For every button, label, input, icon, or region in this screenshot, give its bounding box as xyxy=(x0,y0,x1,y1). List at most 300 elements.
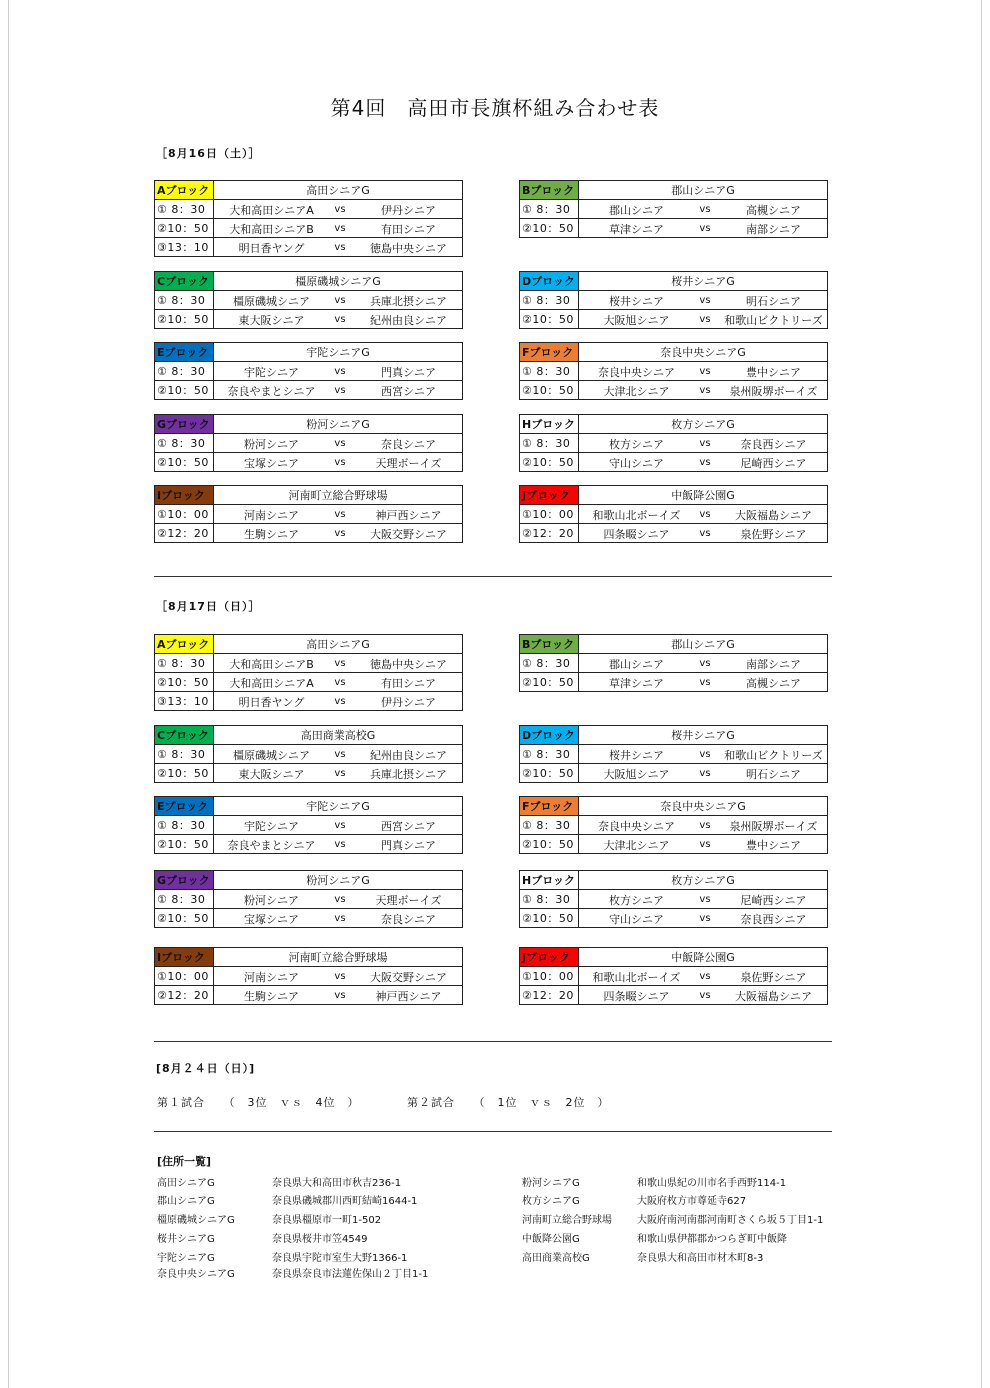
team-home: 宇陀シニア xyxy=(244,366,299,379)
block-venue: 高田シニアG xyxy=(214,181,463,200)
team-away: 泉佐野シニア xyxy=(740,528,807,541)
block-table xyxy=(519,870,828,928)
game-row xyxy=(155,673,463,692)
venue-address: 奈良県橿原市一町1-502 xyxy=(272,1215,382,1226)
game-row xyxy=(155,291,463,310)
venue-name: 奈良中央シニアG xyxy=(157,1269,235,1280)
block-table xyxy=(154,947,463,1005)
block-header xyxy=(520,415,828,434)
game-row xyxy=(155,310,463,329)
block-venue: 枚方シニアG xyxy=(579,871,828,890)
game-time: ②10：50 xyxy=(520,909,579,928)
game-row xyxy=(155,434,463,453)
block-venue: 河南町立総合野球場 xyxy=(214,486,463,505)
team-home: 和歌山北ボーイズ xyxy=(592,971,681,984)
venue-address: 奈良県奈良市法蓮佐保山２丁目1-1 xyxy=(272,1269,429,1280)
vs-label: vs xyxy=(699,204,711,215)
vs-label: vs xyxy=(334,457,346,468)
game-row xyxy=(155,967,463,986)
game-row xyxy=(520,200,828,219)
game-row xyxy=(520,890,828,909)
game-time: ②10：50 xyxy=(155,764,214,783)
block-header xyxy=(155,726,463,745)
team-home: 大津北シニア xyxy=(603,839,670,852)
game-row xyxy=(520,654,828,673)
block-header xyxy=(155,948,463,967)
game-time: ① 8：30 xyxy=(520,200,579,219)
venue-name: 桜井シニアG xyxy=(157,1234,215,1245)
game-matchup xyxy=(214,362,463,381)
team-home: 四条畷シニア xyxy=(603,528,670,541)
game-matchup xyxy=(214,986,463,1005)
block-venue: 桜井シニアG xyxy=(579,272,828,291)
block-label: Cブロック xyxy=(155,726,214,745)
game-row xyxy=(520,909,828,928)
team-away: 神戸西シニア xyxy=(375,509,442,522)
team-home: 大和高田シニアB xyxy=(229,223,314,236)
game-matchup xyxy=(214,967,463,986)
vs-label: vs xyxy=(334,366,346,377)
game-row xyxy=(155,764,463,783)
block-header xyxy=(155,181,463,200)
block-table xyxy=(519,725,828,783)
block-label: Aブロック xyxy=(155,635,214,654)
block-venue: 郡山シニアG xyxy=(579,181,828,200)
venue-name: 郡山シニアG xyxy=(157,1196,215,1207)
game-time: ②10：50 xyxy=(520,310,579,329)
team-home: 橿原磯城シニア xyxy=(233,295,310,308)
team-away: 天理ボーイズ xyxy=(375,457,442,470)
game-time: ① 8：30 xyxy=(520,745,579,764)
vs-label: vs xyxy=(334,913,346,924)
venue-address: 奈良県桜井市笠4549 xyxy=(272,1234,368,1245)
team-home: 河南シニア xyxy=(244,509,299,522)
team-away: 門真シニア xyxy=(381,366,436,379)
team-home: 枚方シニア xyxy=(609,438,664,451)
game-row xyxy=(155,986,463,1005)
team-home: 桜井シニア xyxy=(609,295,664,308)
vs-label: vs xyxy=(699,894,711,905)
game-time: ① 8：30 xyxy=(155,434,214,453)
game-matchup xyxy=(579,890,828,909)
vs-label: vs xyxy=(699,385,711,396)
block-table xyxy=(154,485,463,543)
block-header xyxy=(520,272,828,291)
block-label: Dブロック xyxy=(520,272,579,291)
venue-name: 宇陀シニアG xyxy=(157,1253,215,1264)
game-matchup xyxy=(214,310,463,329)
venue-address: 奈良県大和高田市材木町8-3 xyxy=(637,1253,764,1264)
team-home: 河南シニア xyxy=(244,971,299,984)
vs-label: vs xyxy=(699,509,711,520)
final-game-2: 第２試合 （ 1位 ｖｓ 2位 ） xyxy=(407,1096,610,1109)
game-time: ① 8：30 xyxy=(155,745,214,764)
team-away: 和歌山ビクトリーズ xyxy=(724,749,823,762)
game-time: ②10：50 xyxy=(155,381,214,400)
game-matchup xyxy=(579,986,828,1005)
venue-name: 河南町立総合野球場 xyxy=(522,1215,612,1226)
team-away: 泉佐野シニア xyxy=(740,971,807,984)
vs-label: vs xyxy=(699,366,711,377)
block-venue: 橿原磯城シニアG xyxy=(214,272,463,291)
block-table xyxy=(519,342,828,400)
team-home: 東大阪シニア xyxy=(238,314,305,327)
team-home: 奈良中央シニア xyxy=(598,820,675,833)
block-header xyxy=(520,486,828,505)
team-home: 大和高田シニアA xyxy=(229,204,314,217)
block-table xyxy=(519,947,828,1005)
game-matchup xyxy=(579,434,828,453)
vs-label: vs xyxy=(334,768,346,779)
block-label: Iブロック xyxy=(155,948,214,967)
block-venue: 奈良中央シニアG xyxy=(579,797,828,816)
venue-name: 橿原磯城シニアG xyxy=(157,1215,235,1226)
team-home: 守山シニア xyxy=(609,457,664,470)
game-matchup xyxy=(579,200,828,219)
vs-label: vs xyxy=(699,295,711,306)
team-away: 高槻シニア xyxy=(746,677,801,690)
game-time: ①10：00 xyxy=(155,505,214,524)
team-home: 明日香ヤング xyxy=(238,242,305,255)
day2-heading: ［8月17日（日）］ xyxy=(156,600,261,613)
page-title: 第4回 高田市長旗杯組み合わせ表 xyxy=(330,96,660,120)
venue-address: 大阪府枚方市尊延寺627 xyxy=(637,1196,747,1207)
game-time: ① 8：30 xyxy=(520,816,579,835)
team-away: 徳島中央シニア xyxy=(370,658,447,671)
game-matchup xyxy=(214,654,463,673)
venue-address: 和歌山県紀の川市名手西野114-1 xyxy=(637,1178,787,1189)
team-away: 兵庫北摂シニア xyxy=(370,295,447,308)
team-home: 桜井シニア xyxy=(609,749,664,762)
game-time: ①10：00 xyxy=(155,967,214,986)
game-matchup xyxy=(579,381,828,400)
block-label: Eブロック xyxy=(155,343,214,362)
team-home: 生駒シニア xyxy=(244,990,299,1003)
team-away: 伊丹シニア xyxy=(381,204,436,217)
game-row xyxy=(155,200,463,219)
vs-label: vs xyxy=(334,528,346,539)
game-row xyxy=(520,986,828,1005)
block-table xyxy=(154,180,463,257)
game-matchup xyxy=(214,524,463,543)
game-matchup xyxy=(579,654,828,673)
game-time: ②12：20 xyxy=(155,986,214,1005)
team-away: 南部シニア xyxy=(746,223,801,236)
vs-label: vs xyxy=(334,894,346,905)
team-home: 明日香ヤング xyxy=(238,696,305,709)
final-game-1: 第１試合 （ 3位 ｖｓ 4位 ） xyxy=(157,1096,360,1109)
vs-label: vs xyxy=(699,839,711,850)
page-right-edge xyxy=(981,0,982,1388)
team-home: 郡山シニア xyxy=(609,658,664,671)
team-away: 神戸西シニア xyxy=(375,990,442,1003)
team-home: 大津北シニア xyxy=(603,385,670,398)
game-time: ②10：50 xyxy=(155,310,214,329)
team-away: 明石シニア xyxy=(746,768,801,781)
venue-address: 奈良県宇陀市室生大野1366-1 xyxy=(272,1253,408,1264)
team-away: 紀州由良シニア xyxy=(370,749,447,762)
game-row xyxy=(520,745,828,764)
game-matchup xyxy=(214,890,463,909)
block-table xyxy=(519,485,828,543)
vs-label: vs xyxy=(334,509,346,520)
block-table xyxy=(519,271,828,329)
team-away: 尼崎西シニア xyxy=(740,457,807,470)
game-row xyxy=(155,835,463,854)
block-table xyxy=(154,414,463,472)
team-away: 西宮シニア xyxy=(381,385,436,398)
game-matchup xyxy=(214,219,463,238)
game-time: ②10：50 xyxy=(155,219,214,238)
team-home: 生駒シニア xyxy=(244,528,299,541)
team-home: 宝塚シニア xyxy=(244,913,299,926)
game-matchup xyxy=(579,362,828,381)
block-venue: 郡山シニアG xyxy=(579,635,828,654)
team-away: 有田シニア xyxy=(381,677,436,690)
game-time: ① 8：30 xyxy=(155,200,214,219)
block-header xyxy=(520,948,828,967)
block-venue: 高田商業高校G xyxy=(214,726,463,745)
vs-label: vs xyxy=(334,658,346,669)
vs-label: vs xyxy=(334,438,346,449)
day1-heading: ［8月16日（土）］ xyxy=(156,147,261,160)
game-time: ②10：50 xyxy=(155,453,214,472)
block-header xyxy=(155,415,463,434)
vs-label: vs xyxy=(699,768,711,779)
game-row xyxy=(520,673,828,692)
vs-label: vs xyxy=(334,990,346,1001)
game-matchup xyxy=(214,909,463,928)
team-away: 大阪交野シニア xyxy=(370,971,447,984)
game-time: ②10：50 xyxy=(155,673,214,692)
team-away: 尼崎西シニア xyxy=(740,894,807,907)
game-row xyxy=(155,654,463,673)
game-time: ① 8：30 xyxy=(155,362,214,381)
team-home: 宝塚シニア xyxy=(244,457,299,470)
game-time: ① 8：30 xyxy=(520,434,579,453)
game-row xyxy=(155,362,463,381)
game-row xyxy=(155,890,463,909)
vs-label: vs xyxy=(699,820,711,831)
team-home: 草津シニア xyxy=(609,677,664,690)
game-time: ②10：50 xyxy=(520,673,579,692)
game-time: ①10：00 xyxy=(520,505,579,524)
game-matchup xyxy=(214,673,463,692)
game-row xyxy=(155,381,463,400)
venue-name: 中飯降公園G xyxy=(522,1234,580,1245)
block-table xyxy=(154,271,463,329)
game-matchup xyxy=(214,238,463,257)
game-matchup xyxy=(214,381,463,400)
block-label: Bブロック xyxy=(520,635,579,654)
block-header xyxy=(155,486,463,505)
team-home: 大和高田シニアA xyxy=(229,677,314,690)
game-time: ① 8：30 xyxy=(155,816,214,835)
team-home: 東大阪シニア xyxy=(238,768,305,781)
game-time: ① 8：30 xyxy=(520,890,579,909)
team-away: 徳島中央シニア xyxy=(370,242,447,255)
game-matchup xyxy=(579,835,828,854)
venue-address: 奈良県磯城郡川西町結崎1644-1 xyxy=(272,1196,418,1207)
team-home: 郡山シニア xyxy=(609,204,664,217)
vs-label: vs xyxy=(334,820,346,831)
game-matchup xyxy=(579,673,828,692)
block-table xyxy=(519,414,828,472)
game-row xyxy=(520,505,828,524)
team-away: 南部シニア xyxy=(746,658,801,671)
block-header xyxy=(155,272,463,291)
game-matchup xyxy=(579,764,828,783)
game-matchup xyxy=(214,835,463,854)
game-matchup xyxy=(214,816,463,835)
team-home: 枚方シニア xyxy=(609,894,664,907)
block-label: Fブロック xyxy=(520,343,579,362)
venue-name: 粉河シニアG xyxy=(522,1178,580,1189)
game-matchup xyxy=(579,505,828,524)
game-matchup xyxy=(579,291,828,310)
venue-address: 大阪府南河南郡河南町さくら坂５丁目1-1 xyxy=(637,1215,824,1226)
block-venue: 高田シニアG xyxy=(214,635,463,654)
game-matchup xyxy=(579,967,828,986)
block-label: Jブロック xyxy=(520,486,579,505)
team-away: 伊丹シニア xyxy=(381,696,436,709)
vs-label: vs xyxy=(699,314,711,325)
block-table xyxy=(519,796,828,854)
game-time: ① 8：30 xyxy=(520,291,579,310)
block-venue: 宇陀シニアG xyxy=(214,797,463,816)
vs-label: vs xyxy=(334,677,346,688)
team-home: 草津シニア xyxy=(609,223,664,236)
team-home: 大和高田シニアB xyxy=(229,658,314,671)
game-matchup xyxy=(579,310,828,329)
block-header xyxy=(155,797,463,816)
game-row xyxy=(155,524,463,543)
game-row xyxy=(520,816,828,835)
block-venue: 河南町立総合野球場 xyxy=(214,948,463,967)
vs-label: vs xyxy=(334,204,346,215)
block-table xyxy=(154,342,463,400)
vs-label: vs xyxy=(699,749,711,760)
game-matchup xyxy=(214,200,463,219)
block-venue: 宇陀シニアG xyxy=(214,343,463,362)
team-away: 奈良西シニア xyxy=(740,913,807,926)
game-time: ① 8：30 xyxy=(520,654,579,673)
block-venue: 粉河シニアG xyxy=(214,415,463,434)
game-matchup xyxy=(214,453,463,472)
block-label: Fブロック xyxy=(520,797,579,816)
game-matchup xyxy=(579,524,828,543)
game-row xyxy=(520,967,828,986)
game-row xyxy=(520,219,828,238)
team-away: 大阪福島シニア xyxy=(735,509,812,522)
game-row xyxy=(155,816,463,835)
vs-label: vs xyxy=(699,677,711,688)
venue-address: 和歌山県伊都郡かつらぎ町中飯降 xyxy=(637,1234,787,1245)
game-row xyxy=(155,219,463,238)
vs-label: vs xyxy=(699,438,711,449)
block-venue: 粉河シニアG xyxy=(214,871,463,890)
block-label: Dブロック xyxy=(520,726,579,745)
game-time: ②12：20 xyxy=(520,986,579,1005)
vs-label: vs xyxy=(699,528,711,539)
team-home: 守山シニア xyxy=(609,913,664,926)
block-label: Cブロック xyxy=(155,272,214,291)
game-matchup xyxy=(579,909,828,928)
block-header xyxy=(520,181,828,200)
block-table xyxy=(519,180,828,238)
game-row xyxy=(520,362,828,381)
team-away: 明石シニア xyxy=(746,295,801,308)
team-away: 大阪福島シニア xyxy=(735,990,812,1003)
vs-label: vs xyxy=(699,971,711,982)
block-venue: 中飯降公園G xyxy=(579,948,828,967)
block-venue: 奈良中央シニアG xyxy=(579,343,828,362)
team-away: 奈良シニア xyxy=(381,438,436,451)
team-away: 大阪交野シニア xyxy=(370,528,447,541)
block-table xyxy=(519,634,828,692)
game-matchup xyxy=(579,453,828,472)
game-row xyxy=(520,524,828,543)
game-time: ① 8：30 xyxy=(155,890,214,909)
vs-label: vs xyxy=(334,314,346,325)
game-time: ②10：50 xyxy=(520,764,579,783)
game-time: ① 8：30 xyxy=(155,654,214,673)
vs-label: vs xyxy=(334,242,346,253)
page-left-edge xyxy=(8,0,9,1388)
game-matchup xyxy=(214,692,463,711)
block-label: Eブロック xyxy=(155,797,214,816)
block-label: Hブロック xyxy=(520,871,579,890)
team-home: 宇陀シニア xyxy=(244,820,299,833)
vs-label: vs xyxy=(699,223,711,234)
divider xyxy=(154,1041,832,1042)
vs-label: vs xyxy=(334,749,346,760)
block-venue: 桜井シニアG xyxy=(579,726,828,745)
team-away: 豊中シニア xyxy=(746,839,801,852)
game-time: ③13：10 xyxy=(155,692,214,711)
game-time: ②10：50 xyxy=(155,909,214,928)
block-table xyxy=(154,796,463,854)
team-home: 奈良やまとシニア xyxy=(227,385,316,398)
block-header xyxy=(155,343,463,362)
block-label: Jブロック xyxy=(520,948,579,967)
vs-label: vs xyxy=(334,223,346,234)
game-time: ①10：00 xyxy=(520,967,579,986)
game-time: ① 8：30 xyxy=(155,291,214,310)
game-row xyxy=(155,453,463,472)
game-matchup xyxy=(579,816,828,835)
team-home: 四条畷シニア xyxy=(603,990,670,1003)
game-row xyxy=(155,745,463,764)
block-header xyxy=(155,871,463,890)
team-away: 天理ボーイズ xyxy=(375,894,442,907)
vs-label: vs xyxy=(699,457,711,468)
team-away: 西宮シニア xyxy=(381,820,436,833)
team-home: 大阪旭シニア xyxy=(603,768,670,781)
game-row xyxy=(520,764,828,783)
vs-label: vs xyxy=(334,696,346,707)
team-away: 豊中シニア xyxy=(746,366,801,379)
block-header xyxy=(520,797,828,816)
game-matchup xyxy=(214,434,463,453)
team-away: 泉州阪堺ボーイズ xyxy=(729,385,818,398)
team-away: 兵庫北摂シニア xyxy=(370,768,447,781)
team-away: 和歌山ビクトリーズ xyxy=(724,314,823,327)
vs-label: vs xyxy=(334,839,346,850)
game-time: ②12：20 xyxy=(520,524,579,543)
team-away: 奈良シニア xyxy=(381,913,436,926)
game-matchup xyxy=(579,219,828,238)
